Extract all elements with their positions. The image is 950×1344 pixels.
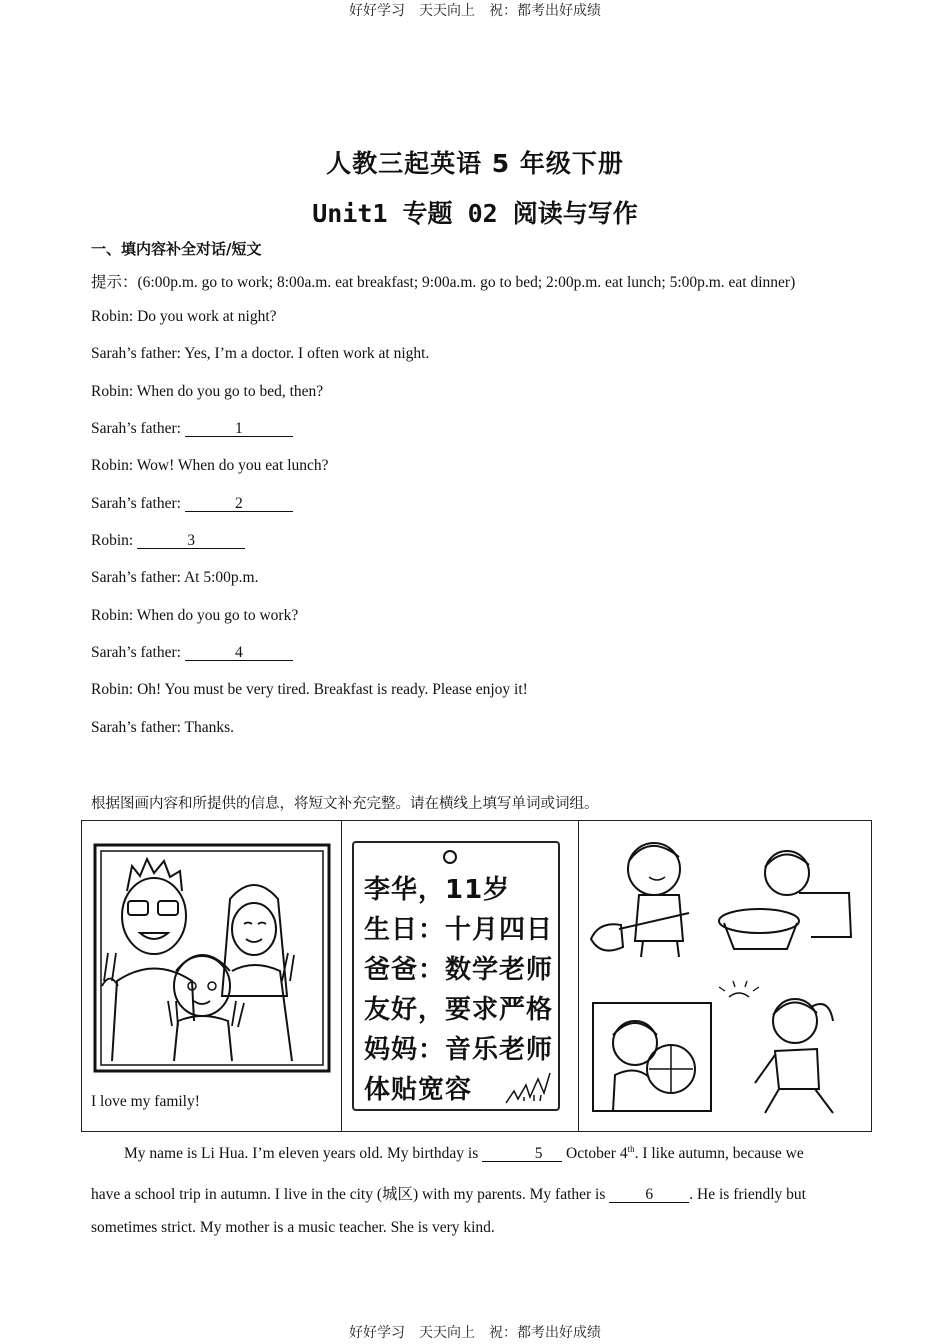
answer-blank-5[interactable]: 5 — [482, 1146, 562, 1162]
dialogue-line: Robin: Wow! When do you eat lunch? — [91, 457, 329, 474]
answer-blank-6[interactable]: 6 — [609, 1187, 689, 1203]
passage-text: . He is friendly but — [689, 1186, 806, 1203]
dialogue-line: Robin: When do you go to bed, then? — [91, 383, 324, 400]
answer-blank-4[interactable]: 4 — [185, 645, 293, 661]
dialogue-line: Sarah’s father: Thanks. — [91, 719, 235, 736]
page-footer: 好好学习 天天向上 祝：都考出好成绩 — [349, 1325, 601, 1341]
page-title: 人教三起英语 5 年级下册 — [326, 149, 624, 178]
section-heading: 一、填内容补全对话/短文 — [91, 240, 262, 258]
family-picture-cell — [82, 821, 342, 1131]
grass-doodle — [504, 1065, 554, 1105]
passage-text: My name is Li Hua. I’m eleven years old. My birthday is — [124, 1145, 483, 1163]
picture-table — [81, 820, 872, 1132]
note-card-cell — [342, 821, 579, 1131]
passage-line — [91, 1182, 861, 1204]
note-line: 友好，要求严格 — [364, 995, 554, 1025]
page-subtitle: Unit1 专题 02 阅读与写作 — [312, 199, 638, 228]
dialogue-line: Robin: Oh! You must be very tired. Breakfast is ready. Please enjoy it! — [91, 681, 528, 698]
superscript: th — [627, 1144, 635, 1154]
answer-blank-3[interactable]: 3 — [137, 533, 245, 549]
activities-picture — [579, 821, 871, 1131]
passage-line: sometimes strict. My mother is a music teacher. She is very kind. — [91, 1219, 495, 1236]
activities-cell — [579, 821, 871, 1131]
speaker-label: Sarah’s father: — [91, 644, 185, 661]
note-line: 李华，11岁 — [364, 875, 511, 905]
passage-text: . I like autumn, because we — [634, 1145, 804, 1163]
hint-line: 提示：(6:00p.m. go to work; 8:00a.m. eat breakfast; 9:00a.m. go to bed; 2:00p.m. eat lunch; 5:00p.m. eat dinner) — [91, 274, 796, 291]
dialogue-line — [91, 532, 245, 550]
passage-text: have a school trip in autumn. I live in the city (城区) with my parents. My father is — [91, 1186, 610, 1203]
dialogue-line — [91, 495, 293, 513]
instruction-text: 根据图画内容和所提供的信息，将短文补充完整。请在横线上填写单词或词组。 — [91, 796, 599, 812]
pin-icon — [442, 849, 458, 865]
note-card — [352, 841, 560, 1111]
dialogue-line: Sarah’s father: At 5:00p.m. — [91, 569, 259, 586]
family-picture — [82, 821, 342, 1091]
dialogue-line: Robin: When do you go to work? — [91, 607, 299, 624]
passage-line — [91, 1144, 861, 1163]
speaker-label: Robin: — [91, 532, 138, 549]
page-header: 好好学习 天天向上 祝：都考出好成绩 — [349, 3, 601, 19]
note-line: 妈妈：音乐老师 — [364, 1035, 554, 1065]
answer-blank-2[interactable]: 2 — [185, 496, 293, 512]
note-line: 生日：十月四日 — [364, 915, 554, 945]
note-line: 体贴宽容 — [364, 1075, 473, 1105]
speaker-label: Sarah’s father: — [91, 495, 185, 512]
dialogue-line: Robin: Do you work at night? — [91, 308, 277, 325]
passage-text: October 4 — [562, 1145, 628, 1163]
speaker-label: Sarah’s father: — [91, 420, 185, 437]
dialogue-line: Sarah’s father: Yes, I’m a doctor. I often work at night. — [91, 345, 430, 362]
dialogue-line — [91, 420, 293, 438]
note-line: 爸爸：数学老师 — [364, 955, 554, 985]
dialogue-line — [91, 644, 293, 662]
picture-caption: I love my family! — [91, 1093, 200, 1110]
answer-blank-1[interactable]: 1 — [185, 421, 293, 437]
